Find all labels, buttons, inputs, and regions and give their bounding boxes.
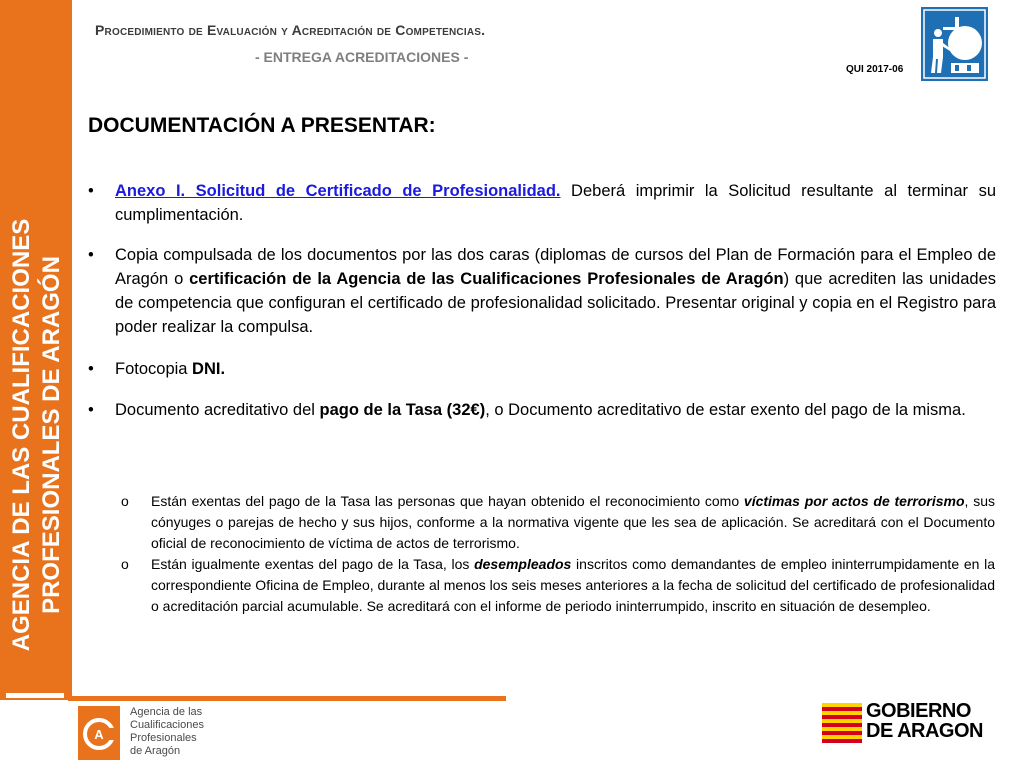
sidebar-title-line-2: PROFESIONALES DE ARAGÓN: [38, 256, 65, 614]
agency-name: [130, 706, 204, 758]
sub-item-part: Están igualmente exentas del pago de la Tasa, los: [151, 556, 475, 572]
header-title: Procedimiento de Evaluación y Acreditación de Competencias.: [95, 22, 486, 38]
list-item-emphasis: DNI.: [192, 360, 226, 378]
list-item-text: [115, 243, 996, 339]
aragon-flag-icon: [822, 703, 862, 743]
list-item-emphasis: certificación de la Agencia de las Cualificaciones Profesionales de Aragón: [189, 270, 784, 288]
sub-list-item-text: [151, 491, 995, 554]
list-item-text: [115, 357, 996, 381]
bullet-mark: •: [88, 246, 94, 264]
agency-name-line: Cualificaciones: [130, 719, 204, 731]
list-item-part: Documento acreditativo del: [115, 401, 320, 419]
government-name: [866, 701, 983, 741]
agency-name-line: Agencia de las: [130, 706, 203, 718]
worker-pictogram-icon: [921, 7, 988, 81]
sub-item-emphasis: desempleados: [474, 556, 572, 572]
sub-list-item-text: [151, 554, 995, 617]
sub-item-part: inscritos como demandantes de empleo ininterrumpidamente en la correspondiente Oficina de Empleo, durante al menos los seis meses anteriores a la fecha de solicitud del certificado de profesionalidad o acreditación parcial acumulable. Se acreditará con el informe de periodo ininterrumpido, inscrito en situación de desempleo.: [151, 556, 995, 614]
sub-item-part: , sus cónyuges o parejas de hecho y sus hijos, conforme a la normativa vigente que les sea de aplicación. Se acreditará con el Documento oficial de reconocimiento de víctima de actos de terrorismo.: [151, 493, 996, 551]
list-item-part: ) que acrediten las unidades de competencia que configuran el certificado de profesionalidad solicitado. Presentar original y copia en el Registro para poder realizar la compulsa.: [115, 270, 996, 336]
list-item-part: , o Documento acreditativo de estar exento del pago de la misma.: [485, 401, 966, 419]
list-item-emphasis: pago de la Tasa (32€): [319, 401, 486, 419]
sub-item-emphasis: víctimas por actos de terrorismo: [743, 493, 965, 509]
agency-logo: [78, 700, 278, 766]
bullet-mark: •: [88, 360, 94, 378]
sidebar-band: [0, 0, 72, 700]
agency-name-line: Profesionales: [130, 732, 197, 744]
list-item-part: Copia compulsada de los documentos por las dos caras (diplomas de cursos del Plan de Formación para el Empleo de Aragón o: [115, 246, 996, 288]
bullet-mark: •: [88, 401, 94, 419]
government-name-line: DE ARAGON: [866, 720, 983, 742]
list-item-text: [115, 398, 996, 422]
sidebar-vertical-title: [2, 200, 72, 670]
list-item-text: [115, 179, 996, 227]
list-item-rest: Deberá imprimir la Solicitud resultante al terminar su cumplimentación.: [115, 182, 996, 224]
bullet-mark: •: [88, 182, 94, 200]
sub-bullet-mark: o: [121, 556, 129, 572]
sidebar-notch: [6, 693, 64, 698]
agency-logo-letter: A: [94, 727, 104, 742]
list-item-part: Fotocopia: [115, 360, 193, 378]
page-title: DOCUMENTACIÓN A PRESENTAR:: [88, 114, 436, 137]
agency-name-line: de Aragón: [130, 745, 181, 757]
government-logo: [820, 700, 1010, 752]
document-code: QUI 2017-06: [846, 64, 904, 75]
agency-logo-icon: [78, 706, 120, 760]
sub-item-part: Están exentas del pago de la Tasa las personas que hayan obtenido el reconocimiento como: [151, 493, 744, 509]
anexo-link[interactable]: Anexo I. Solicitud de Certificado de Profesionalidad.: [115, 182, 561, 200]
header-subtitle: - ENTREGA ACREDITACIONES -: [255, 49, 469, 65]
sidebar-title-line-1: AGENCIA DE LAS CUALIFICACIONES: [8, 218, 35, 652]
sub-bullet-mark: o: [121, 493, 129, 509]
government-name-line: GOBIERNO: [866, 700, 971, 722]
